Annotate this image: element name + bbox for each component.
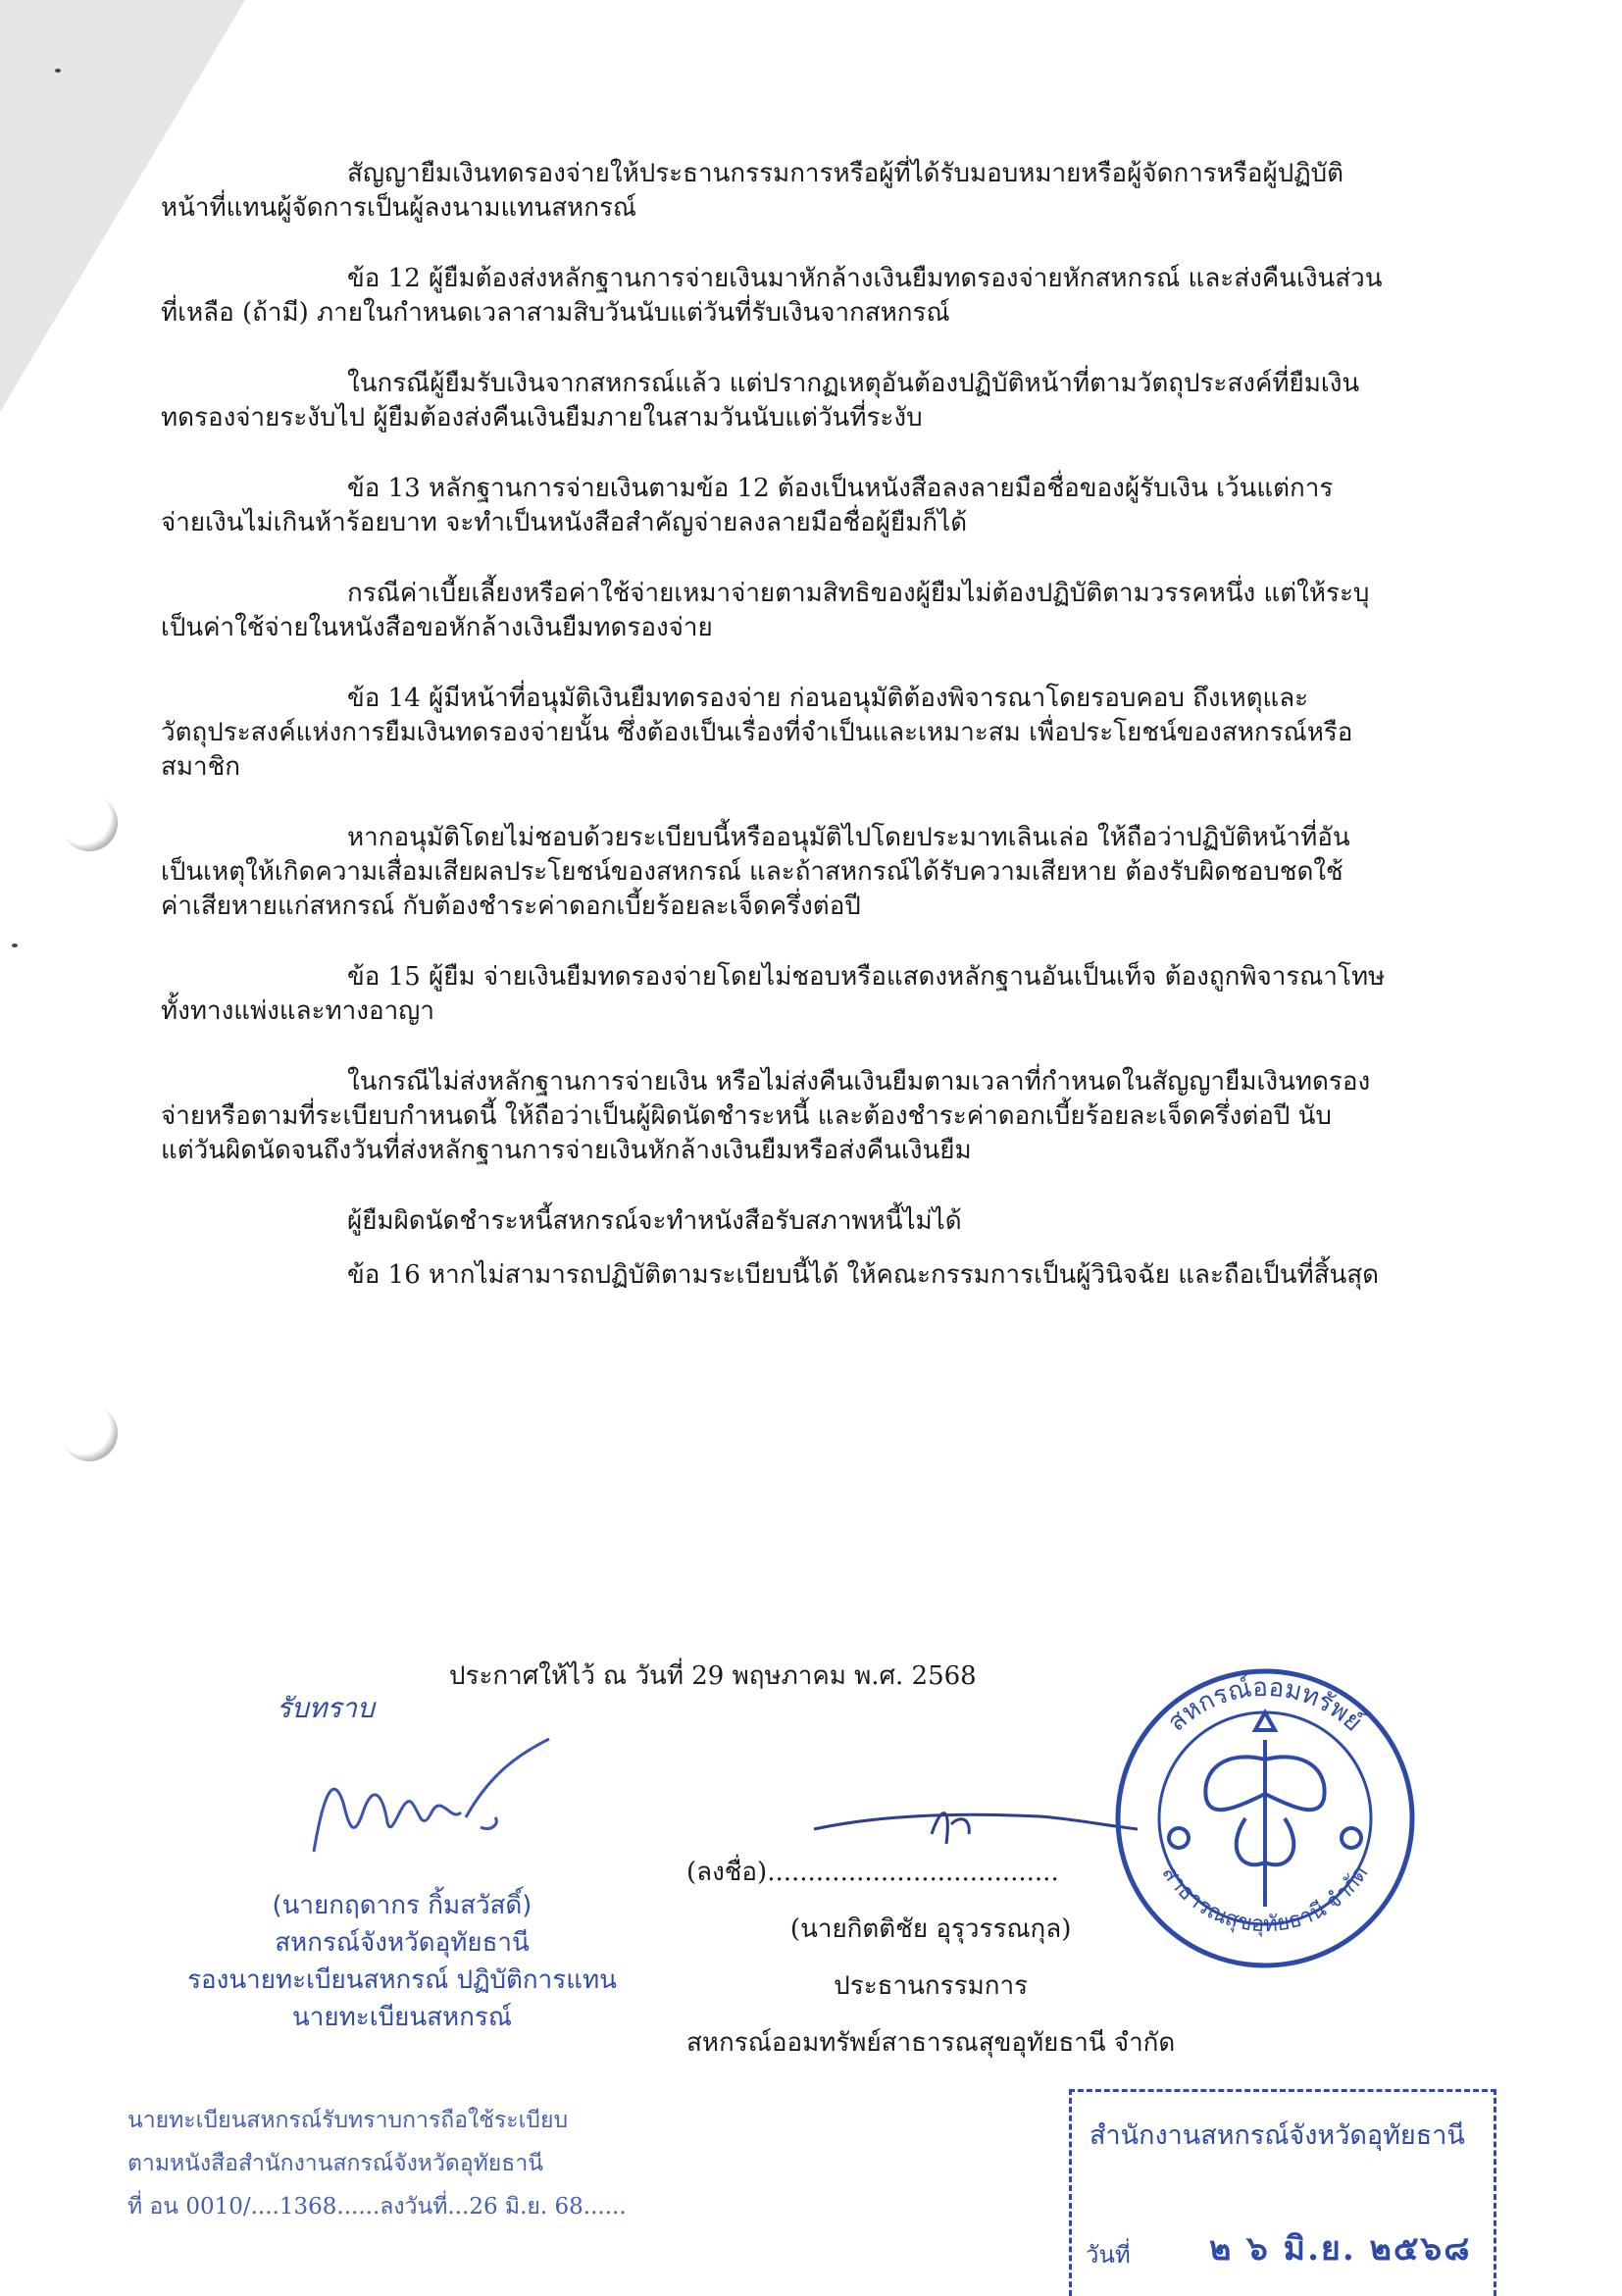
- sign-line: (ลงชื่อ)....................................: [686, 1858, 1059, 1887]
- seal-emblem-icon: [1169, 1712, 1361, 1907]
- signatory-block: [686, 1844, 1175, 2071]
- registrar-signature: [294, 1734, 647, 1891]
- scan-speck: [12, 944, 18, 947]
- note-line-2: ตามหนังสือสำนักงานสกรณ์จังหวัดอุทัยธานี: [127, 2151, 543, 2176]
- stamp-date: ๒ ๖ มิ.ย. ๒๕๖๘: [1209, 2229, 1472, 2269]
- registrar-position-3: นายทะเบียนสหกรณ์: [292, 2003, 512, 2032]
- paragraph-line: สมาชิก: [161, 752, 240, 782]
- registrar-acknowledgement-stamp: [127, 2099, 627, 2228]
- paragraph-line: หากอนุมัติโดยไม่ชอบด้วยระเบียบนี้หรืออนุมัติไปโดยประมาทเลินเล่อ ให้ถือว่าปฏิบัติหน้าที่อัน: [347, 823, 1350, 852]
- paragraph-line: ข้อ 16 หากไม่สามารถปฏิบัติตามระเบียบนี้ได้ ให้คณะกรรมการเป็นผู้วินิจฉัย และถือเป็นที่สิ้นสุด: [347, 1260, 1379, 1290]
- paragraph-line: สัญญายืมเงินทดรองจ่ายให้ประธานกรรมการหรือผู้ที่ได้รับมอบหมายหรือผู้จัดการหรือผู้ปฏิบัติ: [347, 159, 1344, 188]
- paragraph-line: ค่าเสียหายแก่สหกรณ์ กับต้องชำระค่าดอกเบี้ยร้อยละเจ็ดครึ่งต่อปี: [161, 892, 861, 921]
- paragraph: [161, 1258, 1475, 1293]
- registrar-position-2: รองนายทะเบียนสหกรณ์ ปฏิบัติการแทน: [187, 1965, 617, 1995]
- paragraph-line: ในกรณีไม่ส่งหลักฐานการจ่ายเงิน หรือไม่ส่งคืนเงินยืมตามเวลาที่กำหนดในสัญญายืมเงินทดรอง: [347, 1067, 1371, 1097]
- paragraph-line: จ่ายเงินไม่เกินห้าร้อยบาท จะทำเป็นหนังสือสำคัญจ่ายลงลายมือชื่อผู้ยืมก็ได้: [161, 508, 968, 537]
- paragraph-line: ข้อ 14 ผู้มีหน้าที่อนุมัติเงินยืมทดรองจ่าย ก่อนอนุมัติต้องพิจารณาโดยรอบคอบ ถึงเหตุและ: [347, 684, 1309, 713]
- paragraph: [161, 1065, 1475, 1168]
- seal-top-text: สหกรณ์ออมทรัพย์: [1162, 1672, 1368, 1738]
- paragraph: [161, 577, 1475, 645]
- paragraph-line: หน้าที่แทนผู้จัดการเป็นผู้ลงนามแทนสหกรณ์: [161, 193, 637, 223]
- received-handwriting: รับทราบ: [277, 1692, 375, 1724]
- paragraph-line: ที่เหลือ (ถ้ามี) ภายในกำหนดเวลาสามสิบวันนับแต่วันที่รับเงินจากสหกรณ์: [161, 298, 950, 328]
- cooperative-seal: [1108, 1661, 1422, 1975]
- paragraph: [161, 821, 1475, 924]
- paragraph-line: จ่ายหรือตามที่ระเบียบกำหนดนี้ ให้ถือว่าเป็นผู้ผิดนัดชำระหนี้ และต้องชำระค่าดอกเบี้ยร้อยละเจ็ดครึ่งต่อปี นับ: [161, 1101, 1332, 1131]
- paragraph: [161, 367, 1475, 435]
- note-ref-prefix: ที่ อน 0010/: [127, 2194, 251, 2219]
- punch-hole-top: [61, 794, 118, 851]
- paragraph-line: ข้อ 15 ผู้ยืม จ่ายเงินยืมทดรองจ่ายโดยไม่ชอบหรือแสดงหลักฐานอันเป็นเท็จ ต้องถูกพิจารณาโทษ: [347, 962, 1386, 992]
- regulation-body: [161, 157, 1475, 1329]
- paragraph-line: ข้อ 13 หลักฐานการจ่ายเงินตามข้อ 12 ต้องเป็นหนังสือลงลายมือชื่อของผู้รับเงิน เว้นแต่การ: [347, 474, 1334, 503]
- signatory-title: ประธานกรรมการ: [834, 1971, 1029, 2001]
- paragraph-line: วัตถุประสงค์แห่งการยืมเงินทดรองจ่ายนั้น ซึ่งต้องเป็นเรื่องที่จำเป็นและเหมาะสม เพื่อประโยชน์ของสหกรณ์หรือ: [161, 718, 1353, 747]
- paragraph: [161, 472, 1475, 540]
- note-line-3: ที่ อน 0010/....1368......ลงวันที่...26 มิ.ย. 68......: [127, 2194, 627, 2219]
- note-doc-number: 1368: [279, 2194, 337, 2219]
- stamp-office: สำนักงานสหกรณ์จังหวัดอุทัยธานี: [1090, 2120, 1465, 2151]
- registrar-position-1: สหกรณ์จังหวัดอุทัยธานี: [275, 1928, 530, 1958]
- paragraph: [161, 682, 1475, 785]
- paragraph-line: กรณีค่าเบี้ยเลี้ยงหรือค่าใช้จ่ายเหมาจ่ายตามสิทธิของผู้ยืมไม่ต้องปฏิบัติตามวรรคหนึ่ง แต่ให้ระบุ: [347, 579, 1370, 608]
- scan-speck: [55, 69, 61, 73]
- paragraph: [161, 960, 1475, 1029]
- paragraph-line: ผู้ยืมผิดนัดชำระหนี้สหกรณ์จะทำหนังสือรับสภาพหนี้ไม่ได้: [347, 1206, 962, 1236]
- paragraph-line: แต่วันผิดนัดจนถึงวันที่ส่งหลักฐานการจ่ายเงินหักล้างเงินยืมหรือส่งคืนเงินยืม: [161, 1136, 972, 1165]
- office-receipt-stamp: [1069, 2089, 1496, 2296]
- punch-hole-bottom: [61, 1404, 118, 1461]
- paragraph: [161, 262, 1475, 331]
- paragraph-line: เป็นเหตุให้เกิดความเสื่อมเสียผลประโยชน์ของสหกรณ์ และถ้าสหกรณ์ได้รับความเสียหาย ต้องรับผิดชอบชดใช้: [161, 857, 1343, 887]
- signatory-org: สหกรณ์ออมทรัพย์สาธารณสุขอุทัยธานี จำกัด: [686, 2028, 1176, 2058]
- note-date-value: 26 มิ.ย. 68: [469, 2194, 583, 2219]
- announcement-date: ประกาศให้ไว้ ณ วันที่ 29 พฤษภาคม พ.ศ. 2568: [449, 1661, 977, 1691]
- paragraph-line: ในกรณีผู้ยืมรับเงินจากสหกรณ์แล้ว แต่ปรากฏเหตุอันต้องปฏิบัติหน้าที่ตามวัตถุประสงค์ที่ยืมเงิน: [347, 369, 1360, 398]
- paragraph-line: ทดรองจ่ายระงับไป ผู้ยืมต้องส่งคืนเงินยืมภายในสามวันนับแต่วันที่ระงับ: [161, 403, 923, 433]
- paragraph: [161, 1204, 1475, 1239]
- paragraph-line: ทั้งทางแพ่งและทางอาญา: [161, 996, 434, 1026]
- registrar-block: [147, 1887, 657, 2036]
- note-date-label: ลงวันที่: [380, 2194, 448, 2219]
- sign-label: (ลงชื่อ): [686, 1858, 768, 1887]
- registrar-name: (นายกฤดากร กิ้มสวัสดิ์): [272, 1891, 532, 1920]
- seal-bottom-text: สาธารณสุขอุทัยธานี จำกัด: [1156, 1862, 1374, 1938]
- signatory-name: (นายกิตติชัย อุรุวรรณกุล): [789, 1914, 1072, 1944]
- note-line-1: นายทะเบียนสหกรณ์รับทราบการถือใช้ระเบียบ: [127, 2108, 569, 2133]
- stamp-date-label: วันที่: [1086, 2241, 1131, 2269]
- paragraph-line: เป็นค่าใช้จ่ายในหนังสือขอหักล้างเงินยืมทดรองจ่าย: [161, 613, 713, 642]
- paragraph-line: ข้อ 12 ผู้ยืมต้องส่งหลักฐานการจ่ายเงินมาหักล้างเงินยืมทดรองจ่ายหักสหกรณ์ และส่งคืนเงินส่วน: [347, 264, 1383, 293]
- paragraph: [161, 157, 1475, 226]
